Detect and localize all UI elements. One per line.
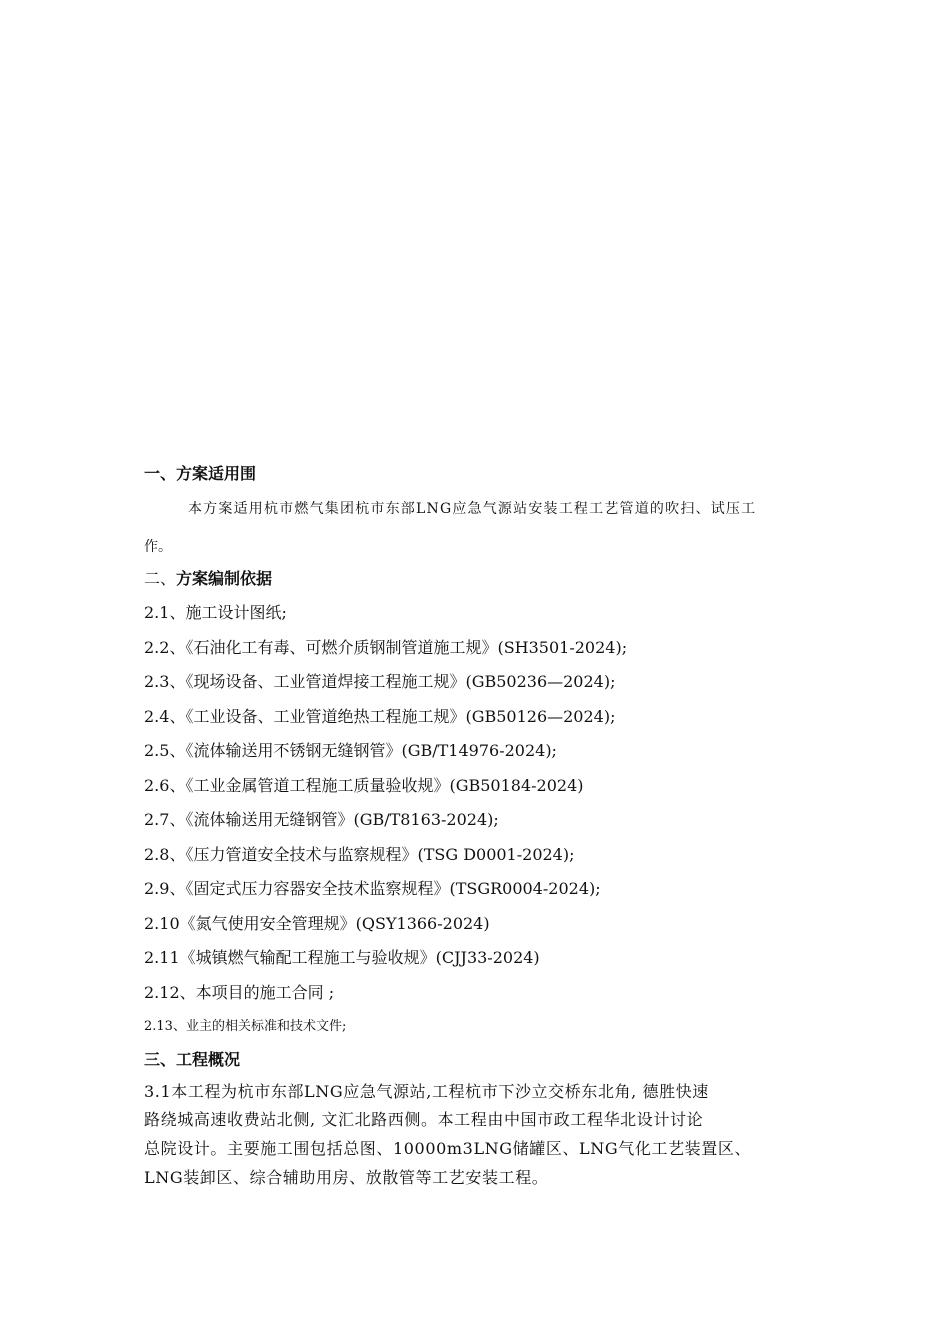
overview-line: 总院设计。主要施工围包括总图、10000m3LNG储罐区、LNG气化工艺装置区、	[144, 1139, 752, 1158]
basis-item: 2.7、《流体输送用无缝钢管》(GB/T8163-2024);	[144, 810, 499, 829]
basis-item: 2.4、《工业设备、工业管道绝热工程施工规》(GB50126—2024);	[144, 707, 616, 726]
overview-line: LNG装卸区、综合辅助用房、放散管等工艺安装工程。	[144, 1168, 549, 1187]
section-2-heading-prefix: 二、	[144, 569, 177, 588]
overview-line: 3.1本工程为杭市东部LNG应急气源站,工程杭市下沙立交桥东北角, 德胜快速	[144, 1082, 709, 1101]
section-1-body-line-2: 作。	[144, 539, 172, 555]
section-1-heading: 一、方案适用围	[144, 464, 257, 483]
section-3-heading: 三、工程概况	[144, 1050, 241, 1069]
basis-item: 2.1、施工设计图纸;	[144, 603, 287, 622]
section-2-heading-main: 方案编制依据	[176, 569, 273, 588]
basis-item: 2.3、《现场设备、工业管道焊接工程施工规》(GB50236—2024);	[144, 672, 616, 691]
basis-item: 2.5、《流体输送用不锈钢无缝钢管》(GB/T14976-2024);	[144, 741, 557, 760]
basis-item: 2.11《城镇燃气输配工程施工与验收规》(CJJ33-2024)	[144, 948, 540, 967]
basis-item: 2.10《氮气使用安全管理规》(QSY1366-2024)	[144, 914, 490, 933]
basis-item: 2.6、《工业金属管道工程施工质量验收规》(GB50184-2024)	[144, 776, 584, 795]
overview-line: 路绕城高速收费站北侧, 文汇北路西侧。本工程由中国市政工程华北设计讨论	[144, 1110, 704, 1129]
basis-item: 2.9、《固定式压力容器安全技术监察规程》(TSGR0004-2024);	[144, 879, 601, 898]
basis-item: 2.8、《压力管道安全技术与监察规程》(TSG D0001-2024);	[144, 845, 575, 864]
section-2-heading	[144, 569, 272, 589]
basis-item: 2.2、《石油化工有毒、可燃介质钢制管道施工规》(SH3501-2024);	[144, 638, 628, 657]
basis-item: 2.13、业主的相关标准和技术文件;	[144, 1019, 347, 1034]
section-1-body-line-1: 本方案适用杭市燃气集团杭市东部LNG应急气源站安装工程工艺管道的吹扫、试压工	[188, 501, 757, 517]
basis-item: 2.12、本项目的施工合同 ;	[144, 983, 335, 1002]
